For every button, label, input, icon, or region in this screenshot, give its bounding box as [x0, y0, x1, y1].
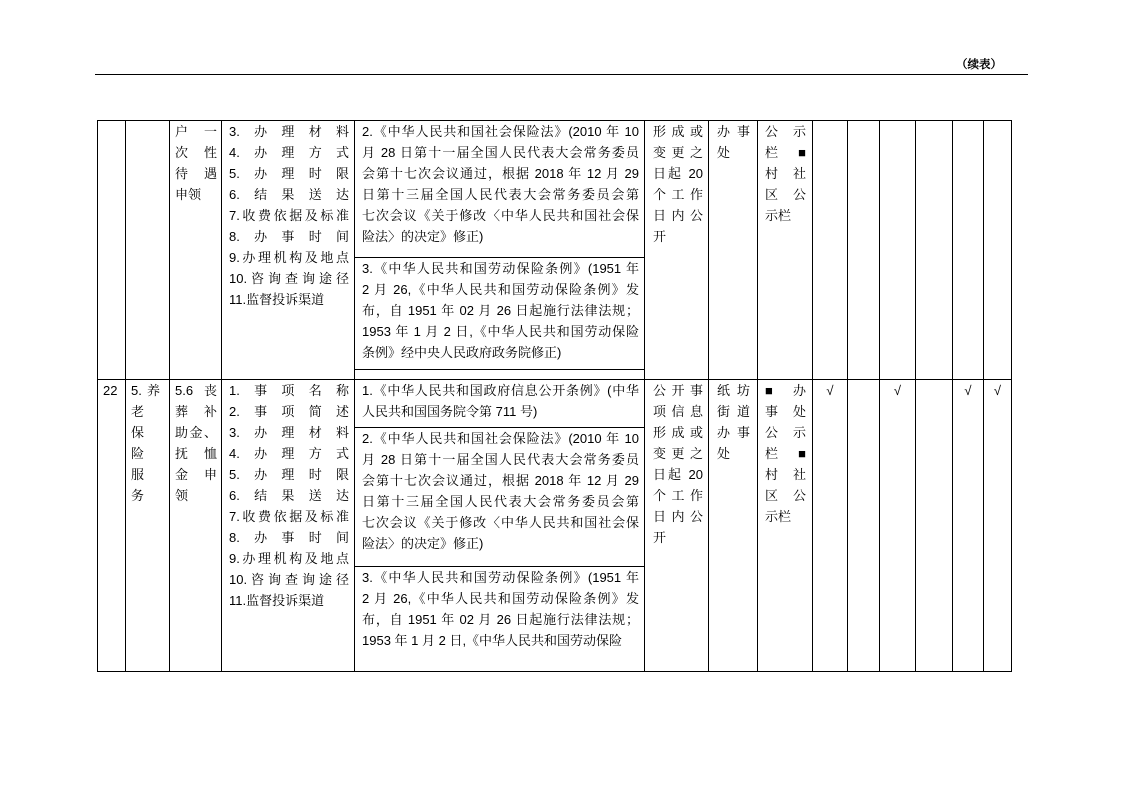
- content-item: 6.结果送达: [229, 187, 349, 202]
- item-line: 金申: [175, 467, 217, 482]
- basis-item: [355, 121, 644, 258]
- basis-item: [355, 428, 644, 567]
- mark-cell: [813, 380, 848, 672]
- category-cell: [126, 380, 170, 672]
- basis-line: 会第十七次会议通过，根据 2018 年 12 月 29: [362, 473, 639, 488]
- item-line: 待遇: [175, 166, 217, 181]
- time-limit-line: 日内公: [653, 208, 703, 223]
- time-limit-line: 日内公: [653, 509, 703, 524]
- content-item: 5.办理时限: [229, 467, 349, 482]
- basis-line: 月 28 日第十一届全国人民代表大会常务委员: [362, 452, 639, 467]
- content-cell: [222, 380, 355, 672]
- check-mark: [882, 121, 913, 142]
- basis-item: [355, 370, 644, 379]
- time-limit-line: 变更之: [653, 145, 703, 160]
- check-mark: [850, 121, 877, 142]
- basis-line: 布，自 1951 年 02 月 26 日起施行法律法规；: [362, 612, 639, 627]
- time-limit-line: 开: [653, 530, 667, 545]
- item-line: 申领: [175, 187, 202, 202]
- category-line: 5.养: [131, 383, 160, 398]
- mark-cell: [953, 120, 984, 380]
- basis-line: 险法〉的决定》修正): [362, 229, 484, 244]
- channel-line: 区公: [765, 187, 806, 202]
- item-line: 抚恤: [175, 446, 217, 461]
- content-item: 8.办事时间: [229, 229, 349, 244]
- content-cell: [222, 120, 355, 380]
- content-item: 5.办理时限: [229, 166, 349, 181]
- mark-cell: [916, 380, 953, 672]
- basis-item: [355, 567, 644, 671]
- table-row: [97, 120, 1012, 380]
- item-line: 葬补: [175, 404, 217, 419]
- mark-cell: [984, 380, 1012, 672]
- check-mark: [918, 380, 950, 401]
- service-table: [97, 120, 1012, 672]
- mark-cell: [953, 380, 984, 672]
- mark-cell: [848, 120, 880, 380]
- basis-line: 3.《中华人民共和国劳动保险条例》(1951 年: [362, 570, 639, 585]
- content-item: 6.结果送达: [229, 488, 349, 503]
- time-limit-line: 形成或: [653, 425, 703, 440]
- subject-line: 处: [717, 145, 731, 160]
- channel-line: ■办: [765, 383, 806, 398]
- basis-line: 2 月 26,《中华人民共和国劳动保险条例》发: [362, 282, 639, 297]
- content-item: 2.事项简述: [229, 404, 349, 419]
- time-limit-line: 日起 20: [653, 467, 703, 482]
- basis-line: 2.《中华人民共和国社会保险法》(2010 年 10: [362, 124, 639, 139]
- subject-line: 办事: [717, 425, 750, 440]
- basis-line: 布，自 1951 年 02 月 26 日起施行法律法规；: [362, 303, 639, 318]
- channel-line: 示栏: [765, 509, 792, 524]
- basis-cell: [355, 120, 645, 380]
- item-line: 5.6 丧: [175, 383, 217, 398]
- channel-line: 栏■: [765, 145, 806, 160]
- basis-line: 月 28 日第十一届全国人民代表大会常务委员: [362, 145, 639, 160]
- content-item: 3.办理材料: [229, 124, 349, 139]
- category-line: 老: [131, 404, 145, 419]
- channel-line: 公示: [765, 124, 806, 139]
- content-item: 7.收费依据及标准: [229, 509, 349, 524]
- content-item: 4.办理方式: [229, 145, 349, 160]
- item-cell: [170, 380, 222, 672]
- table-row: [97, 380, 1012, 672]
- item-line: 户一: [175, 124, 217, 139]
- content-item: 4.办理方式: [229, 446, 349, 461]
- content-item: 8.办事时间: [229, 530, 349, 545]
- basis-line: 七次会议《关于修改〈中华人民共和国社会保: [362, 208, 639, 223]
- basis-line: 1953 年 1 月 2 日,《中华人民共和国劳动保险: [362, 633, 623, 648]
- basis-line: 3.《中华人民共和国劳动保险条例》(1951 年: [362, 261, 639, 276]
- check-mark: √: [964, 383, 972, 398]
- time-limit-line: 公开事: [653, 383, 703, 398]
- time-limit-line: 个工作: [653, 187, 703, 202]
- category-line: 服: [131, 467, 145, 482]
- subject-cell: [709, 120, 758, 380]
- channel-line: 区公: [765, 488, 806, 503]
- content-item: 10.咨询查询途径: [229, 572, 349, 587]
- time-limit-line: 日起 20: [653, 166, 703, 181]
- channel-line: 事处: [765, 404, 806, 419]
- row-number-cell: [97, 380, 126, 672]
- channel-line: 栏■: [765, 446, 806, 461]
- mark-cell: [916, 120, 953, 380]
- basis-item: [355, 258, 644, 370]
- item-line: 助金、: [175, 425, 217, 440]
- check-mark: √: [993, 383, 1002, 398]
- content-item: 1.事项名称: [229, 383, 349, 398]
- category-line: 保: [131, 425, 145, 440]
- check-mark: [986, 121, 1009, 142]
- basis-line: 七次会议《关于修改〈中华人民共和国社会保: [362, 515, 639, 530]
- content-item: 9.办理机构及地点: [229, 551, 349, 566]
- channel-cell: [758, 380, 813, 672]
- subject-line: 纸坊: [717, 383, 750, 398]
- time-limit-cell: [645, 380, 709, 672]
- basis-line: 1.《中华人民共和国政府信息公开条例》(中华: [362, 383, 639, 398]
- header-rule: [95, 74, 1028, 75]
- basis-line: 会第十七次会议通过，根据 2018 年 12 月 29: [362, 166, 639, 181]
- channel-line: 村社: [765, 467, 806, 482]
- mark-cell: [880, 120, 916, 380]
- category-cell: [126, 120, 170, 380]
- basis-line: 险法〉的决定》修正): [362, 536, 484, 551]
- time-limit-cell: [645, 120, 709, 380]
- check-mark: [918, 121, 950, 142]
- subject-line: 街道: [717, 404, 750, 419]
- content-item: 9.办理机构及地点: [229, 250, 349, 265]
- time-limit-line: 项信息: [653, 404, 703, 419]
- time-limit-line: 变更之: [653, 446, 703, 461]
- check-mark: [955, 121, 981, 142]
- check-mark: √: [826, 383, 834, 398]
- channel-cell: [758, 120, 813, 380]
- content-item: 11.监督投诉渠道: [229, 593, 325, 608]
- basis-line: 人民共和国国务院令第 711 号): [362, 404, 538, 419]
- mark-cell: [848, 380, 880, 672]
- check-mark: [850, 380, 877, 401]
- basis-item: [355, 380, 644, 428]
- content-item: 10.咨询查询途径: [229, 271, 349, 286]
- channel-line: 村社: [765, 166, 806, 181]
- basis-line: 条例》经中央人民政府政务院修正): [362, 345, 562, 360]
- content-item: 3.办理材料: [229, 425, 349, 440]
- item-cell: [170, 120, 222, 380]
- time-limit-line: 个工作: [653, 488, 703, 503]
- basis-line: 2.《中华人民共和国社会保险法》(2010 年 10: [362, 431, 639, 446]
- row-number-cell: [97, 120, 126, 380]
- content-item: 7.收费依据及标准: [229, 208, 349, 223]
- basis-line: 2 月 26,《中华人民共和国劳动保险条例》发: [362, 591, 639, 606]
- basis-line: 日第十三届全国人民代表大会常务委员会第: [362, 187, 639, 202]
- check-mark: [815, 121, 845, 142]
- category-line: 险: [131, 446, 145, 461]
- time-limit-line: 开: [653, 229, 667, 244]
- mark-cell: [984, 120, 1012, 380]
- category-line: 务: [131, 488, 145, 503]
- subject-cell: [709, 380, 758, 672]
- mark-cell: [880, 380, 916, 672]
- continued-label: （续表）: [956, 59, 1002, 71]
- basis-line: 日第十三届全国人民代表大会常务委员会第: [362, 494, 639, 509]
- row-number: 22: [103, 383, 118, 398]
- channel-line: 公示: [765, 425, 806, 440]
- time-limit-line: 形成或: [653, 124, 703, 139]
- mark-cell: [813, 120, 848, 380]
- content-item: 11.监督投诉渠道: [229, 292, 325, 307]
- item-line: 次性: [175, 145, 217, 160]
- channel-line: 示栏: [765, 208, 792, 223]
- subject-line: 办事: [717, 124, 750, 139]
- basis-line: 1953 年 1 月 2 日,《中华人民共和国劳动保险: [362, 324, 639, 339]
- check-mark: √: [893, 383, 902, 398]
- subject-line: 处: [717, 446, 731, 461]
- basis-cell: [355, 380, 645, 672]
- item-line: 领: [175, 488, 189, 503]
